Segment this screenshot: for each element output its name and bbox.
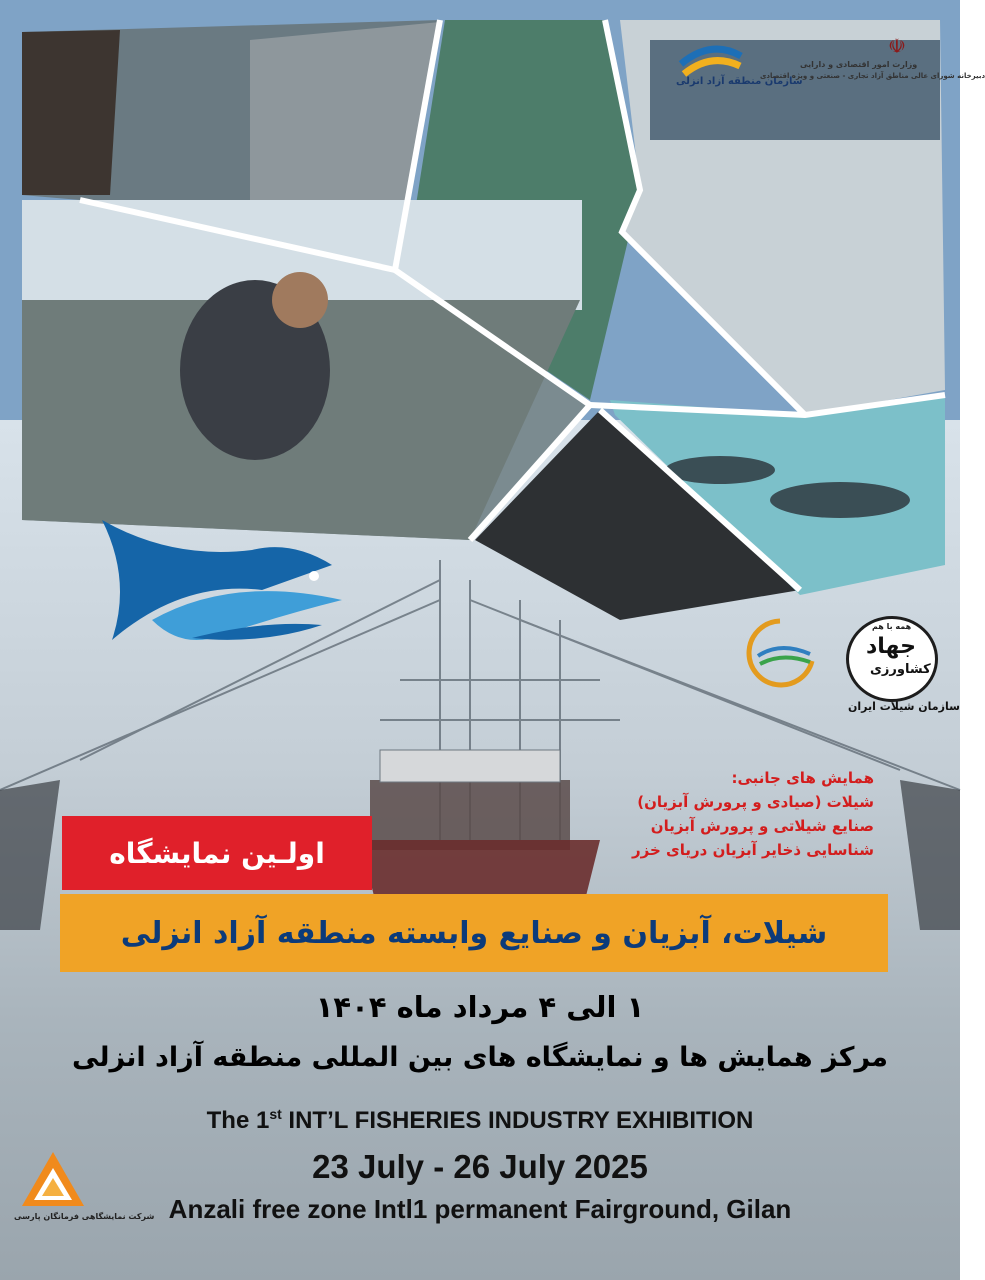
english-title-prefix: The 1 <box>206 1107 270 1134</box>
persian-venue: مرکز همایش ها و نمایشگاه های بین المللی منطقه آزاد انزلی <box>72 1042 888 1073</box>
iran-emblem-icon: ☫ <box>888 34 906 58</box>
english-venue: Anzali free zone Intl1 permanent Fairground, Gilan <box>168 1194 792 1224</box>
fisheries-org-caption: سازمان شیلات ایران <box>848 700 960 713</box>
english-title-rest: INT’L FISHERIES INDUSTRY EXHIBITION <box>281 1107 754 1134</box>
side-events-list <box>554 766 874 862</box>
organizer-caption: شرکت نمایشگاهی فرمانگان پارسی <box>14 1212 155 1221</box>
jahad-top-caption: همه با هم <box>872 622 912 631</box>
english-date: 23 July - 26 July 2025 <box>312 1148 648 1185</box>
english-title <box>0 1106 960 1135</box>
side-event-item: شناسایی ذخایر آبزیان دریای خزر <box>632 841 874 859</box>
photo-collage <box>0 0 960 600</box>
jahad-sub-caption: کشاورزی <box>870 662 931 677</box>
organizer-logo-icon <box>18 1148 88 1210</box>
persian-date: ۱ الی ۴ مرداد ماه ۱۴۰۴ <box>315 990 645 1024</box>
first-exhibition-banner: اولـین نمایشگاه <box>62 816 372 890</box>
fish-logo-icon <box>92 520 362 660</box>
side-events-heading: همایش های جانبی: <box>731 769 874 787</box>
jahad-name: جهاد <box>866 634 916 659</box>
exhibition-title-banner: شیلات، آبزیان و صنایع وابسته منطقه آزاد انزلی <box>60 894 888 972</box>
free-zone-caption: سازمان منطقه آزاد انزلی <box>676 76 803 87</box>
ministry-subcaption: دبیرخانه شورای عالی مناطق آزاد تجاری - صنعتی و ویژه اقتصادی <box>760 72 985 80</box>
side-event-item: صنایع شیلاتی و پرورش آبزیان <box>650 817 874 835</box>
english-title-ordinal: st <box>269 1106 282 1122</box>
ministry-caption: وزارت امور اقتصادی و دارایی <box>800 60 918 69</box>
fisheries-company-logo <box>740 616 820 686</box>
side-event-item: شیلات (صیادی و پرورش آبزیان) <box>637 793 874 811</box>
free-zone-logo <box>676 34 746 82</box>
